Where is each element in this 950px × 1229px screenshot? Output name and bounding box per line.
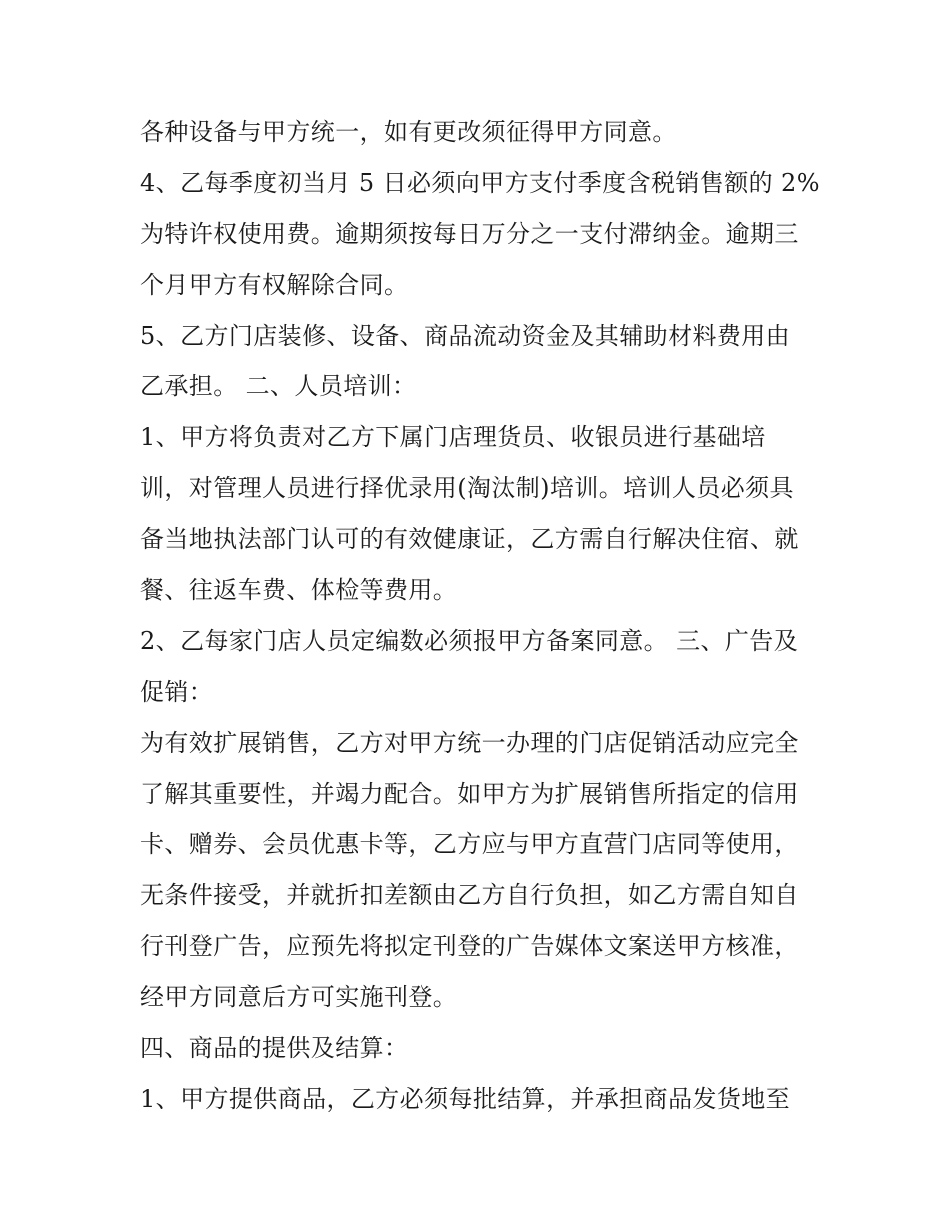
text-line: 各种设备与甲方统一，如有更改须征得甲方同意。 — [140, 118, 677, 146]
text-line: 备当地执法部门认可的有效健康证，乙方需自行解决住宿、就 — [140, 525, 799, 554]
text-line: 4、乙每季度初当月 5 日必须向甲方支付季度含税销售额的 2% — [140, 168, 820, 197]
text-line: 四、商品的提供及结算： — [140, 1034, 409, 1063]
text-line: 为特许权使用费。逾期须按每日万分之一支付滞纳金。逾期三 — [140, 219, 799, 248]
text-line: 2、乙每家门店人员定编数必须报甲方备案同意。 三、广告及 — [140, 626, 799, 655]
text-line: 5、乙方门店装修、设备、商品流动资金及其辅助材料费用由 — [140, 321, 791, 350]
document-body — [140, 107, 820, 1125]
text-line: 乙承担。 二、人员培训： — [140, 372, 417, 401]
text-line: 训，对管理人员进行择优录用(淘汰制)培训。培训人员必须具 — [140, 474, 794, 503]
text-line: 1、甲方将负责对乙方下属门店理货员、收银员进行基础培 — [140, 423, 766, 452]
text-line: 无条件接受，并就折扣差额由乙方自行负担，如乙方需自知自 — [140, 881, 799, 910]
text-line: 1、甲方提供商品，乙方必须每批结算，并承担商品发货地至 — [140, 1084, 791, 1113]
text-line: 促销： — [140, 677, 214, 706]
text-line: 个月甲方有权解除合同。 — [140, 270, 409, 299]
text-line: 行刊登广告，应预先将拟定刊登的广告媒体文案送甲方核准， — [140, 932, 799, 961]
text-line: 餐、往返车费、体检等费用。 — [140, 576, 458, 605]
text-line: 经甲方同意后方可实施刊登。 — [140, 983, 458, 1012]
text-line: 卡、赠券、会员优惠卡等，乙方应与甲方直营门店同等使用， — [140, 830, 799, 859]
text-line: 了解其重要性，并竭力配合。如甲方为扩展销售所指定的信用 — [140, 779, 799, 808]
text-line: 为有效扩展销售，乙方对甲方统一办理的门店促销活动应完全 — [140, 728, 799, 757]
